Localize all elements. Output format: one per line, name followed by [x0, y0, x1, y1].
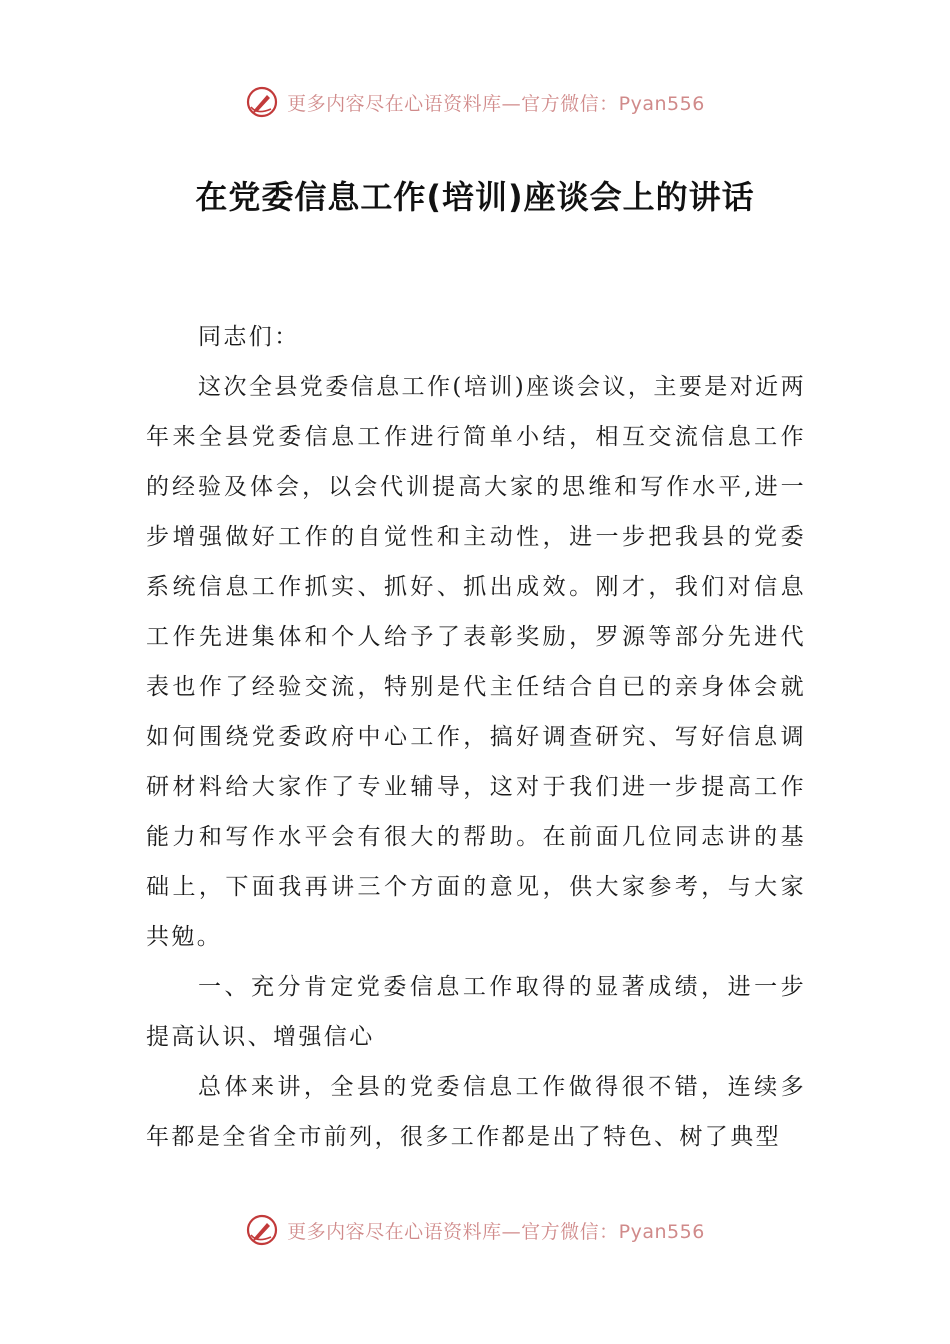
- watermark-label: 更多内容尽在心语资料库—官方微信：: [287, 1220, 619, 1243]
- section-1-paragraph: 总体来讲，全县的党委信息工作做得很不错，连续多年都是全省全市前列，很多工作都是出了特色、树了典型: [146, 1074, 806, 1150]
- footer-watermark: [0, 1210, 950, 1250]
- watermark-wechat-id: Pyan556: [618, 1220, 705, 1243]
- document-title: 在党委信息工作(培训)座谈会上的讲话: [195, 178, 755, 216]
- watermark-text: [287, 89, 705, 116]
- watermark-wechat-id: Pyan556: [618, 92, 705, 115]
- section-heading-1: 一、充分肯定党委信息工作取得的显著成绩，进一步提高认识、增强信心: [146, 974, 806, 1050]
- pen-logo-icon: [245, 1213, 279, 1247]
- watermark-label: 更多内容尽在心语资料库—官方微信：: [287, 92, 619, 115]
- salutation-paragraph: 同志们：: [198, 324, 300, 350]
- header-watermark: [0, 82, 950, 122]
- pen-logo-icon: [245, 85, 279, 119]
- intro-paragraph: 这次全县党委信息工作(培训)座谈会议，主要是对近两年来全县党委信息工作进行简单小结，相互交流信息工作的经验及体会，以会代训提高大家的思维和写作水平,进一步增强做好工作的自觉性和主动性，进一步把我县的党委系统信息工作抓实、抓好、抓出成效。刚才，我们对信息工作先进集体和个人给予了表彰奖励，罗源等部分先进代表也作了经验交流，特别是代主任结合自已的亲身体会就如何围绕党委政府中心工作，搞好调查研究、写好信息调研材料给大家作了专业辅导，这对于我们进一步提高工作能力和写作水平会有很大的帮助。在前面几位同志讲的基础上，下面我再讲三个方面的意见，供大家参考，与大家共勉。: [146, 374, 806, 950]
- watermark-text: [287, 1217, 705, 1244]
- document-body: [146, 312, 806, 1162]
